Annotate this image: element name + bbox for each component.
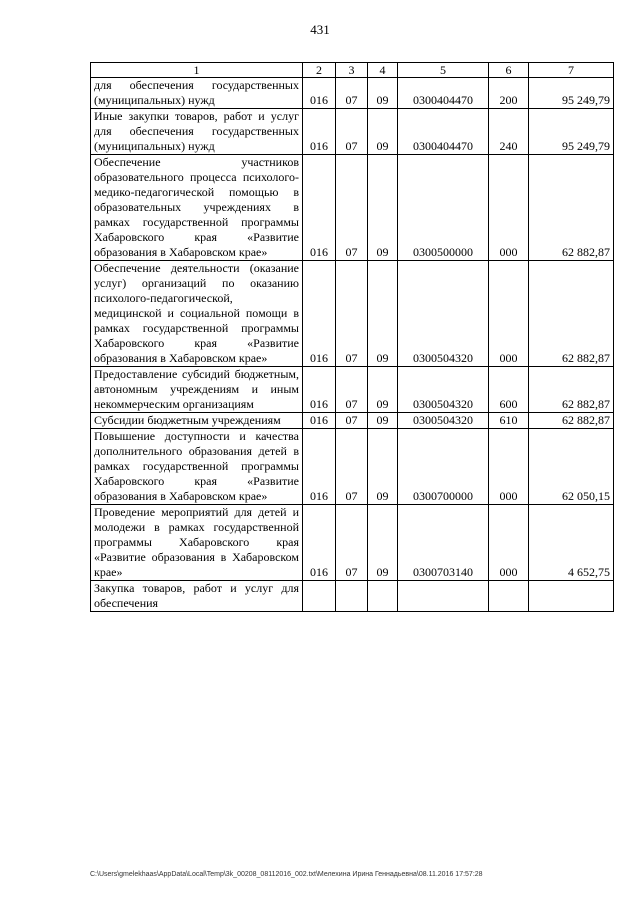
row-ministry-code: 016 [303,109,336,155]
row-expense-type: 240 [489,109,529,155]
row-name: Повышение доступности и качества дополнительного образования детей в рамках государственной программы Хабаровского края «Развитие образования в Хабаровском крае» [91,429,303,505]
row-amount: 62 882,87 [529,155,614,261]
row-section-code: 07 [336,429,368,505]
row-section-code [336,581,368,612]
row-amount: 95 249,79 [529,109,614,155]
row-subsection-code [368,581,398,612]
row-ministry-code: 016 [303,429,336,505]
budget-table [90,62,614,612]
row-ministry-code: 016 [303,505,336,581]
row-target-code: 0300500000 [398,155,489,261]
table-row [91,581,614,612]
table-row [91,109,614,155]
row-amount: 62 882,87 [529,367,614,413]
row-subsection-code: 09 [368,505,398,581]
header-col-6: 6 [489,63,529,78]
header-col-2: 2 [303,63,336,78]
row-amount: 62 050,15 [529,429,614,505]
row-amount: 62 882,87 [529,413,614,429]
row-subsection-code: 09 [368,429,398,505]
row-ministry-code: 016 [303,78,336,109]
header-row [91,63,614,78]
row-section-code: 07 [336,109,368,155]
row-name: для обеспечения государственных (муниципальных) нужд [91,78,303,109]
row-subsection-code: 09 [368,413,398,429]
row-subsection-code: 09 [368,367,398,413]
row-target-code: 0300404470 [398,109,489,155]
page-number: 431 [310,22,330,37]
row-target-code: 0300504320 [398,261,489,367]
header-col-4: 4 [368,63,398,78]
row-name: Предоставление субсидий бюджетным, автономным учреждениям и иным некоммерческим организациям [91,367,303,413]
row-section-code: 07 [336,413,368,429]
row-ministry-code [303,581,336,612]
row-name: Обеспечение участников образовательного процесса психолого-медико-педагогической помощью в образовательных учреждениях в рамках государственной программы Хабаровского края «Развитие образования в Хабаровском крае» [91,155,303,261]
row-section-code: 07 [336,155,368,261]
row-ministry-code: 016 [303,367,336,413]
header-col-5: 5 [398,63,489,78]
row-target-code: 0300700000 [398,429,489,505]
row-amount: 62 882,87 [529,261,614,367]
row-subsection-code: 09 [368,261,398,367]
table-row [91,261,614,367]
row-subsection-code: 09 [368,155,398,261]
row-expense-type: 200 [489,78,529,109]
row-subsection-code: 09 [368,78,398,109]
row-name: Обеспечение деятельности (оказание услуг) организаций по оказанию психолого-педагогической, медицинской и социальной помощи в рамках государственной программы Хабаровского края «Развитие образования в Хабаровском крае» [91,261,303,367]
row-expense-type: 000 [489,261,529,367]
table-row [91,367,614,413]
table-row [91,155,614,261]
row-subsection-code: 09 [368,109,398,155]
row-target-code: 0300504320 [398,367,489,413]
table-row [91,78,614,109]
file-path-footer: C:\Users\gmelekhaas\AppData\Local\Temp\3k_00208_08112016_002.txt\Мелехина Ирина Геннадьевна\08.11.2016 17:57:28 [90,871,483,878]
row-section-code: 07 [336,505,368,581]
row-expense-type [489,581,529,612]
row-section-code: 07 [336,78,368,109]
row-section-code: 07 [336,261,368,367]
row-amount: 4 652,75 [529,505,614,581]
row-expense-type: 000 [489,505,529,581]
row-name: Закупка товаров, работ и услуг для обеспечения [91,581,303,612]
row-expense-type: 600 [489,367,529,413]
row-expense-type: 000 [489,155,529,261]
table-row [91,429,614,505]
header-col-1: 1 [91,63,303,78]
row-expense-type: 000 [489,429,529,505]
header-col-7: 7 [529,63,614,78]
row-name: Проведение мероприятий для детей и молодежи в рамках государственной программы Хабаровского края «Развитие образования в Хабаровском крае» [91,505,303,581]
header-col-3: 3 [336,63,368,78]
row-target-code: 0300703140 [398,505,489,581]
row-expense-type: 610 [489,413,529,429]
row-name: Иные закупки товаров, работ и услуг для обеспечения государственных (муниципальных) нужд [91,109,303,155]
row-target-code: 0300404470 [398,78,489,109]
row-ministry-code: 016 [303,413,336,429]
row-amount: 95 249,79 [529,78,614,109]
table-row [91,505,614,581]
table-row [91,413,614,429]
row-target-code: 0300504320 [398,413,489,429]
row-amount [529,581,614,612]
row-section-code: 07 [336,367,368,413]
row-target-code [398,581,489,612]
row-name: Субсидии бюджетным учреждениям [91,413,303,429]
row-ministry-code: 016 [303,155,336,261]
row-ministry-code: 016 [303,261,336,367]
